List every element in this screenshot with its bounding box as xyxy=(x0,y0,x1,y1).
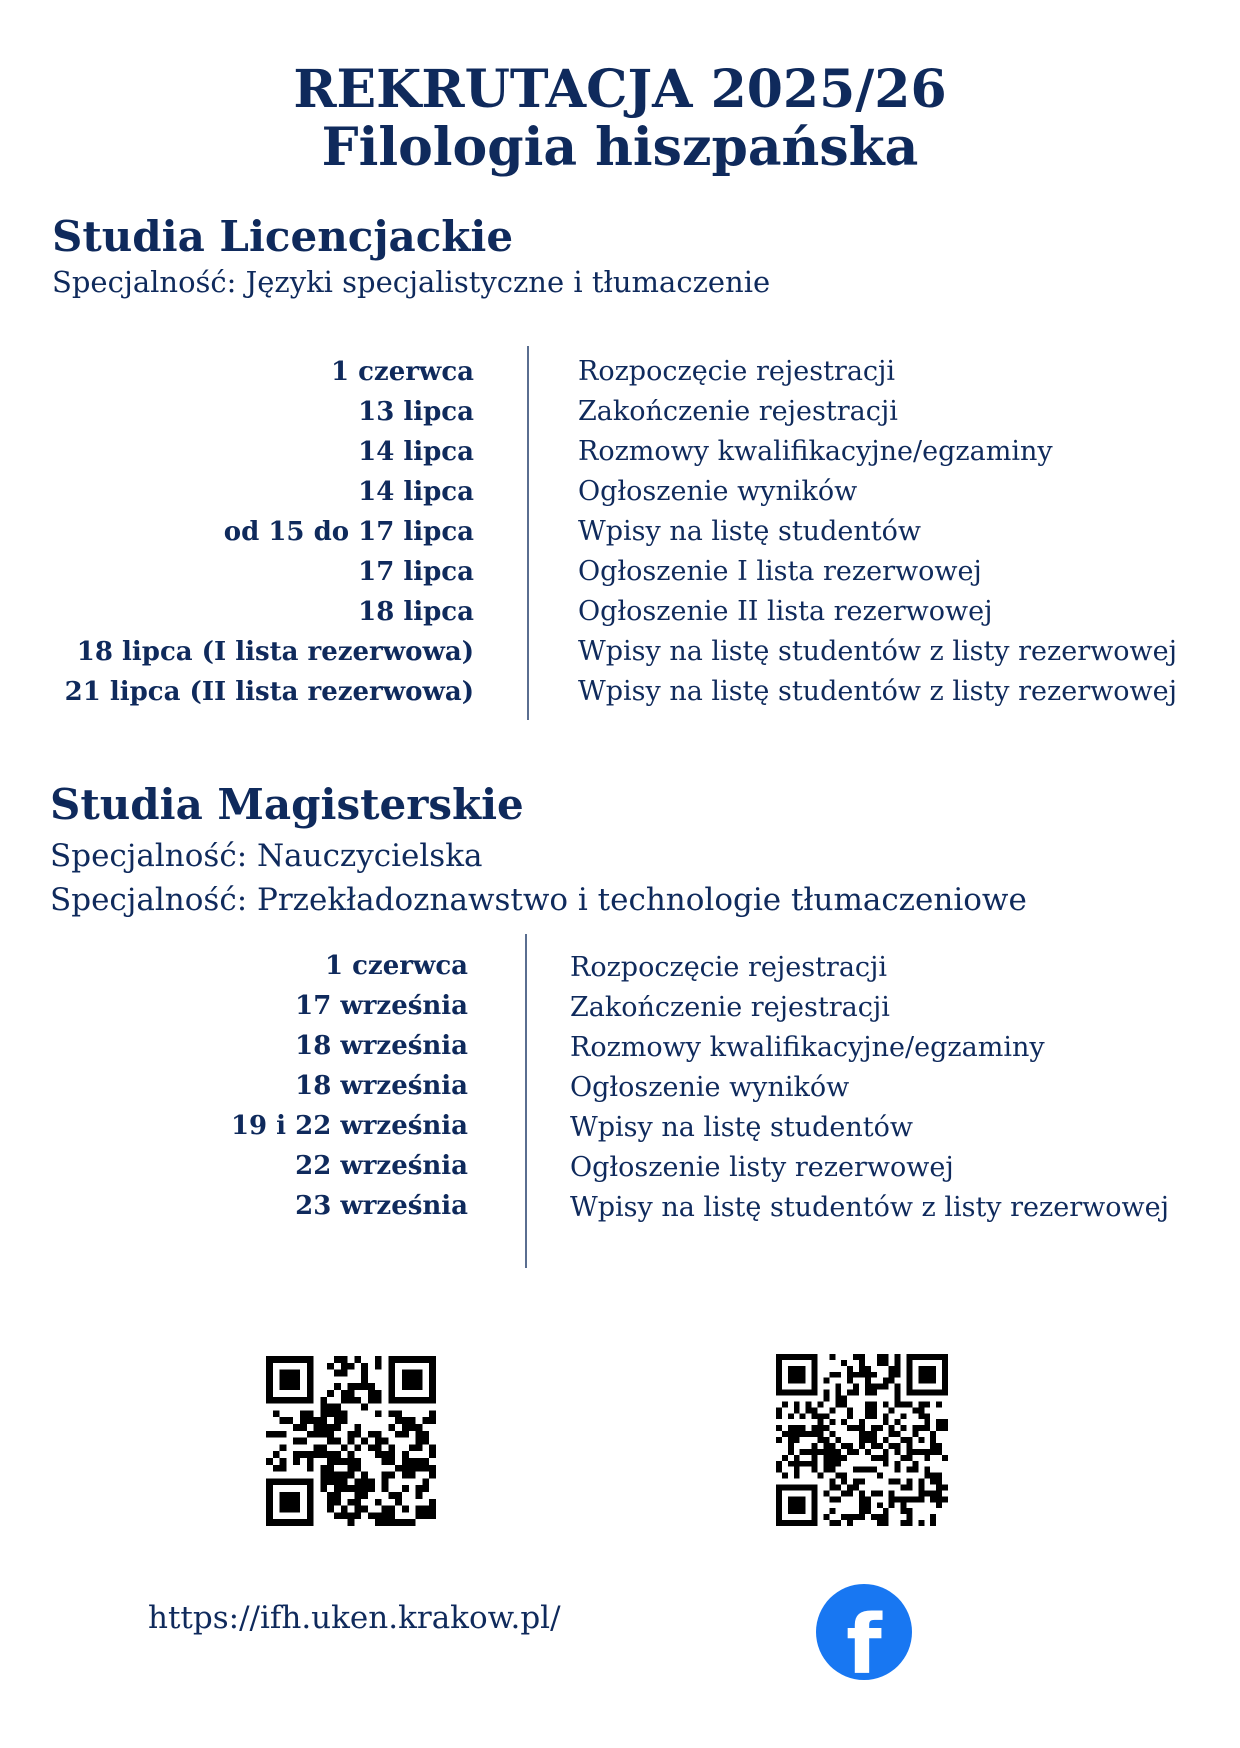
facebook-icon[interactable] xyxy=(816,1584,912,1680)
schedule-event: Rozpoczęcie rejestracji xyxy=(578,356,896,387)
schedule-event: Wpisy na listę studentów z listy rezerwowej xyxy=(570,1192,1169,1223)
schedule-event: Wpisy na listę studentów xyxy=(578,516,921,547)
schedule-event: Ogłoszenie wyników xyxy=(570,1072,850,1103)
schedule-date: 18 września xyxy=(295,1071,468,1101)
master-specialty-2: Specjalność: Przekładoznawstwo i technologie tłumaczeniowe xyxy=(50,882,1027,918)
schedule-event: Rozpoczęcie rejestracji xyxy=(570,952,888,983)
schedule-date: 13 lipca xyxy=(358,397,474,427)
bachelor-specialty: Specjalność: Języki specjalistyczne i tłumaczenie xyxy=(52,265,771,299)
master-dates-column xyxy=(40,946,468,1226)
schedule-event: Ogłoszenie listy rezerwowej xyxy=(570,1152,954,1183)
schedule-event: Rozmowy kwalifikacyjne/egzaminy xyxy=(578,436,1053,467)
facebook-f-glyph: f xyxy=(846,1598,882,1680)
bachelor-dates-column xyxy=(40,352,474,712)
facebook-qr-code[interactable] xyxy=(776,1354,948,1526)
master-events-column xyxy=(570,948,1169,1228)
page-subtitle: Filologia hiszpańska xyxy=(321,117,919,178)
schedule-event: Wpisy na listę studentów xyxy=(570,1112,913,1143)
schedule-date: 23 września xyxy=(295,1191,468,1221)
page-title: REKRUTACJA 2025/26 xyxy=(293,59,947,120)
master-specialty-1: Specjalność: Nauczycielska xyxy=(50,838,483,874)
schedule-date: 22 września xyxy=(295,1151,468,1181)
schedule-date: 17 lipca xyxy=(358,557,474,587)
schedule-event: Ogłoszenie wyników xyxy=(578,476,858,507)
schedule-date: od 15 do 17 lipca xyxy=(223,517,474,547)
bachelor-events-column xyxy=(578,352,1177,712)
schedule-date: 21 lipca (II lista rezerwowa) xyxy=(64,677,474,707)
website-link[interactable]: https://ifh.uken.krakow.pl/ xyxy=(148,1600,561,1636)
schedule-event: Rozmowy kwalifikacyjne/egzaminy xyxy=(570,1032,1045,1063)
bachelor-section-title: Studia Licencjackie xyxy=(52,212,514,261)
schedule-event: Ogłoszenie I lista rezerwowej xyxy=(578,556,982,587)
schedule-event: Wpisy na listę studentów z listy rezerwowej xyxy=(578,636,1177,667)
schedule-date: 14 lipca xyxy=(358,477,474,507)
schedule-date: 1 czerwca xyxy=(324,951,468,981)
master-divider xyxy=(525,934,527,1268)
schedule-date: 18 lipca (I lista rezerwowa) xyxy=(76,637,474,667)
schedule-date: 18 września xyxy=(295,1031,468,1061)
schedule-event: Wpisy na listę studentów z listy rezerwowej xyxy=(578,676,1177,707)
schedule-date: 17 września xyxy=(295,991,468,1021)
website-qr-code[interactable] xyxy=(266,1356,436,1526)
schedule-date: 18 lipca xyxy=(358,597,474,627)
schedule-event: Zakończenie rejestracji xyxy=(578,396,898,427)
bachelor-divider xyxy=(527,346,529,720)
schedule-event: Ogłoszenie II lista rezerwowej xyxy=(578,596,993,627)
master-section-title: Studia Magisterskie xyxy=(50,780,524,829)
schedule-date: 1 czerwca xyxy=(330,357,474,387)
schedule-date: 19 i 22 września xyxy=(230,1111,468,1141)
schedule-date: 14 lipca xyxy=(358,437,474,467)
schedule-event: Zakończenie rejestracji xyxy=(570,992,890,1023)
